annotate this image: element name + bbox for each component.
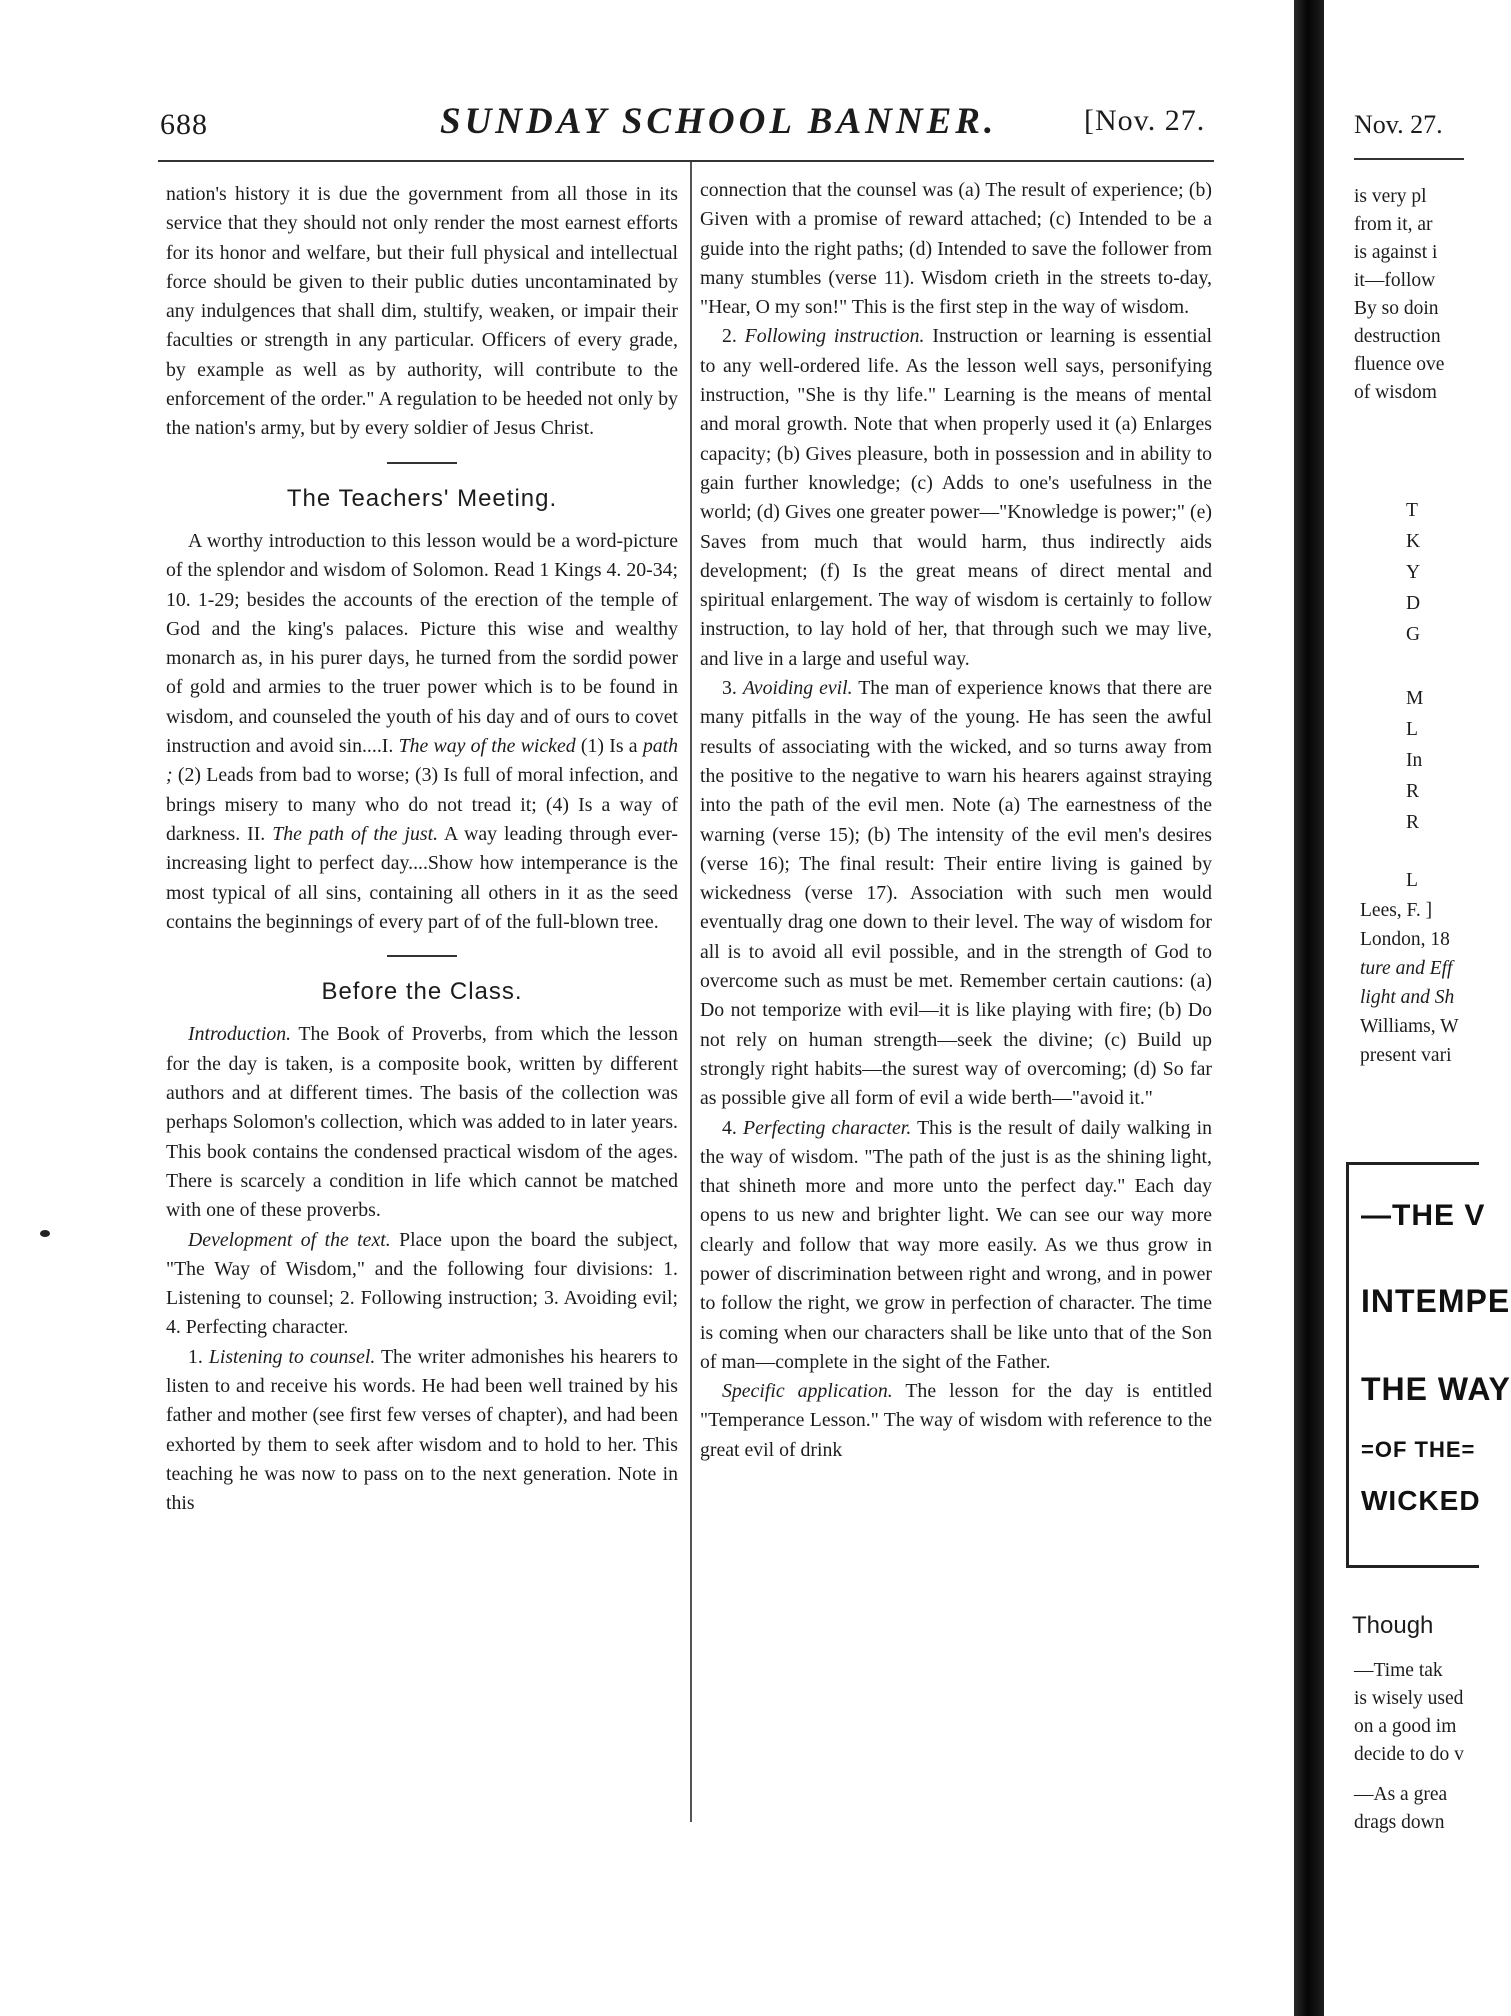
facing-text-line: T: [1406, 500, 1418, 521]
illustration-text: —THE V: [1361, 1199, 1486, 1232]
facing-text-line: In: [1406, 750, 1423, 771]
paragraph: [166, 1343, 678, 1519]
illustration-text: THE WAY: [1361, 1371, 1511, 1407]
text-run: 3.: [722, 677, 743, 700]
text-run: The writer admonishes his hearers to listen to and receive his words. He had been well trained by his father and mother (see first few verses of chapter), and had been exhorted by them to seek after wisdom and to hold to her. This teaching he was now to pass on to the next generation. Note in this: [166, 1345, 678, 1515]
facing-text-line: L: [1406, 870, 1418, 891]
section-heading-teachers-meeting: The Teachers' Meeting.: [286, 484, 558, 512]
paragraph: [166, 1020, 678, 1225]
text-run: 1.: [188, 1345, 209, 1368]
facing-text-line: drags down: [1354, 1812, 1445, 1833]
facing-text-line: Lees, F. ]: [1360, 900, 1433, 921]
text-run-italic: Avoiding evil.: [742, 677, 853, 700]
section-separator: [387, 955, 457, 957]
paragraph: [700, 322, 1212, 674]
ink-speck: [40, 1230, 50, 1237]
publication-title: SUNDAY SCHOOL BANNER.: [440, 101, 998, 142]
text-run-italic: Introduction.: [188, 1023, 292, 1046]
paragraph: nation's history it is due the government from all those in its service that they should not only render the most earnest efforts for its honor and welfare, but their full physical and intellectual force should be given to their public duties uncontaminated by any indulgences that shall dim, stultify, weaken, or impair their faculties or strength in any particular. Officers of every grade, by example as well as by authority, will contribute to the enforcement of the order." A regulation to be heeded not only by the nation's army, but by every soldier of Jesus Christ.: [166, 183, 678, 440]
facing-text-line: present vari: [1360, 1045, 1452, 1066]
text-run: The lesson for the day is entitled "Temperance Lesson." The way of wisdom with reference to the great evil of drink: [700, 1380, 1212, 1461]
illustration-text: INTEMPE: [1361, 1283, 1511, 1319]
text-run-italic: The path of the just.: [272, 822, 439, 845]
text-run: 4.: [722, 1116, 744, 1139]
text-run-italic: Development of the text.: [188, 1228, 391, 1251]
facing-text-line: By so doin: [1354, 298, 1439, 319]
text-run: (1) Is a: [575, 735, 643, 758]
text-run-italic: Perfecting character.: [743, 1116, 912, 1139]
text-run-italic: Following instruction.: [744, 325, 925, 348]
facing-text-line: of wisdom: [1354, 382, 1437, 403]
binding-gutter: [1294, 0, 1324, 2016]
facing-text-line: is against i: [1354, 242, 1438, 263]
facing-text-line: is wisely used: [1354, 1688, 1464, 1709]
facing-text-line: D: [1406, 593, 1421, 614]
facing-text-line: decide to do v: [1354, 1744, 1464, 1765]
facing-text-line: G: [1406, 624, 1421, 645]
paragraph: [700, 674, 1212, 1113]
text-run: (2) Leads from bad to worse; (3) Is full of moral infection, and brings misery to many who do not tread it; (4) Is a way of darkness. II.: [166, 764, 678, 845]
facing-text-line: Williams, W: [1360, 1016, 1459, 1037]
facing-section-heading: Though: [1352, 1612, 1434, 1639]
page-number: 688: [160, 108, 208, 141]
right-column: [700, 176, 1212, 1465]
facing-text-line: it—follow: [1354, 270, 1436, 291]
facing-text-line: R: [1406, 781, 1420, 802]
text-run: Instruction or learning is essential to any well-ordered life. As the lesson well says, personifying instruction, "She is thy life." Learning is the means of mental and moral growth. Note that when properly used it (a) Enlarges capacity; (b) Gives pleasure, both in possession and in ability to gain further knowledge; (c) Adds to one's usefulness in the world; (d) Gives one greater power—"Knowledge is power;" (e) Saves from much that would harm, thus indirectly aids development; (f) Is the great means of direct mental and spiritual enlargement. The way of wisdom is certainly to follow instruction, to lay hold of her, that through such we may live, and live in a large and useful way.: [700, 325, 1212, 670]
facing-text-line: London, 18: [1360, 929, 1450, 950]
facing-text-line: is very pl: [1354, 186, 1427, 207]
paragraph: [700, 1377, 1212, 1465]
facing-header-rule: [1354, 158, 1464, 160]
text-run-italic: path ;: [166, 735, 678, 787]
facing-text-line: R: [1406, 812, 1420, 833]
text-run: Place upon the board the subject, "The Way of Wisdom," and the following four divisions: 1. Listening to counsel; 2. Following instruction; 3. Avoiding evil; 4. Perfecting character.: [166, 1228, 678, 1339]
facing-text-line: L: [1406, 719, 1418, 740]
text-run-italic: The way of the wicked: [398, 735, 576, 758]
facing-text-line: ture and Eff: [1360, 958, 1453, 979]
text-run-italic: Specific application.: [722, 1380, 893, 1403]
facing-text-line: light and Sh: [1360, 987, 1455, 1008]
facing-text-line: fluence ove: [1354, 354, 1445, 375]
issue-date: [Nov. 27.: [1084, 104, 1206, 137]
facing-text-line: from it, ar: [1354, 214, 1433, 235]
illustration-text: WICKED: [1361, 1485, 1481, 1516]
paragraph: [700, 1114, 1212, 1378]
illustration-text: =OF THE=: [1361, 1437, 1476, 1462]
paragraph: [166, 1226, 678, 1343]
text-run: The Book of Proverbs, from which the lesson for the day is taken, is a composite book, written by different authors and at different times. The basis of the collection was perhaps Solomon's collection, which was added to in later years. This book contains the condensed practical wisdom of the ages. There is scarcely a condition in life which cannot be matched with one of these proverbs.: [166, 1023, 678, 1222]
paragraph: [166, 527, 678, 937]
facing-text-line: Y: [1406, 562, 1421, 583]
facing-text-line: on a good im: [1354, 1716, 1457, 1737]
text-run: A way leading through ever-increasing light to perfect day....Show how intemperance is the most typical of all sins, containing all others in it as the seed contains the beginnings of every part of of the full-blown tree.: [166, 822, 678, 933]
section-separator: [387, 462, 457, 464]
text-run: A worthy introduction to this lesson would be a word-picture of the splendor and wisdom of Solomon. Read 1 Kings 4. 20-34; 10. 1-29; besides the accounts of the erection of the temple of God and the king's palaces. Picture this wise and wealthy monarch as, in his purer days, he turned from the sordid power of gold and armies to the truer power which is to be found in wisdom, and counseled the youth of his day and of ours to covet instruction and avoid sin....I.: [166, 529, 678, 758]
header-rule: [158, 160, 1214, 162]
text-run: 2.: [722, 325, 745, 348]
section-heading-before-the-class: Before the Class.: [321, 978, 523, 1006]
left-column: [166, 180, 678, 1518]
facing-page-fragment: [1324, 0, 1511, 2016]
facing-text-line: —Time tak: [1354, 1660, 1443, 1681]
facing-text-line: destruction: [1354, 326, 1441, 347]
text-run: The man of experience knows that there are many pitfalls in the way of the young. He has seen the awful results of associating with the wicked, and so turns away from the positive to the negative to warn his hearers against straying into the path of the evil men. Note (a) The earnestness of the warning (verse 15); (b) The intensity of the evil men's desires (verse 16); The final result: Their entire living is gained by wickedness (verse 17). Association with such men would eventually drag one down to their level. The way of wisdom for all is to avoid all evil possible, and in the strength of God to overcome such as must be met. Remember certain cautions: (a) Do not temporize with evil—it is like playing with fire; (b) Do not rely on human strength—seek the divine; (c) Build up strongly right habits—the surest way of overcoming; (d) So far as possible give all form of evil a wide berth—"avoid it.": [700, 677, 1212, 1110]
facing-text-line: M: [1406, 688, 1424, 709]
facing-page-date: Nov. 27.: [1354, 110, 1443, 139]
paragraph: connection that the counsel was (a) The result of experience; (b) Given with a promise of reward attached; (c) Intended to be a guide into the right paths; (d) Intended to save the follower from many stumbles (verse 11). Wisdom crieth in the streets to-day, "Hear, O my son!" This is the first step in the way of wisdom.: [700, 179, 1212, 319]
facing-text-line: —As a grea: [1354, 1784, 1448, 1805]
facing-text-line: K: [1406, 531, 1421, 552]
blackboard-illustration: [1346, 1162, 1511, 1568]
text-run-italic: Listening to counsel.: [208, 1345, 376, 1368]
column-divider: [690, 162, 692, 1822]
text-run: This is the result of daily walking in the way of wisdom. "The path of the just is as the shining light, that shineth more and more unto the perfect day." Each day opens to us new and brighter light. We can see our way more clearly and follow that way more easily. As we thus grow in power of discrimination between right and wrong, and in power to follow the right, we grow in perfection of character. The time is coming when our characters shall be like unto that of the Son of man—complete in the sight of the Father.: [700, 1116, 1213, 1373]
